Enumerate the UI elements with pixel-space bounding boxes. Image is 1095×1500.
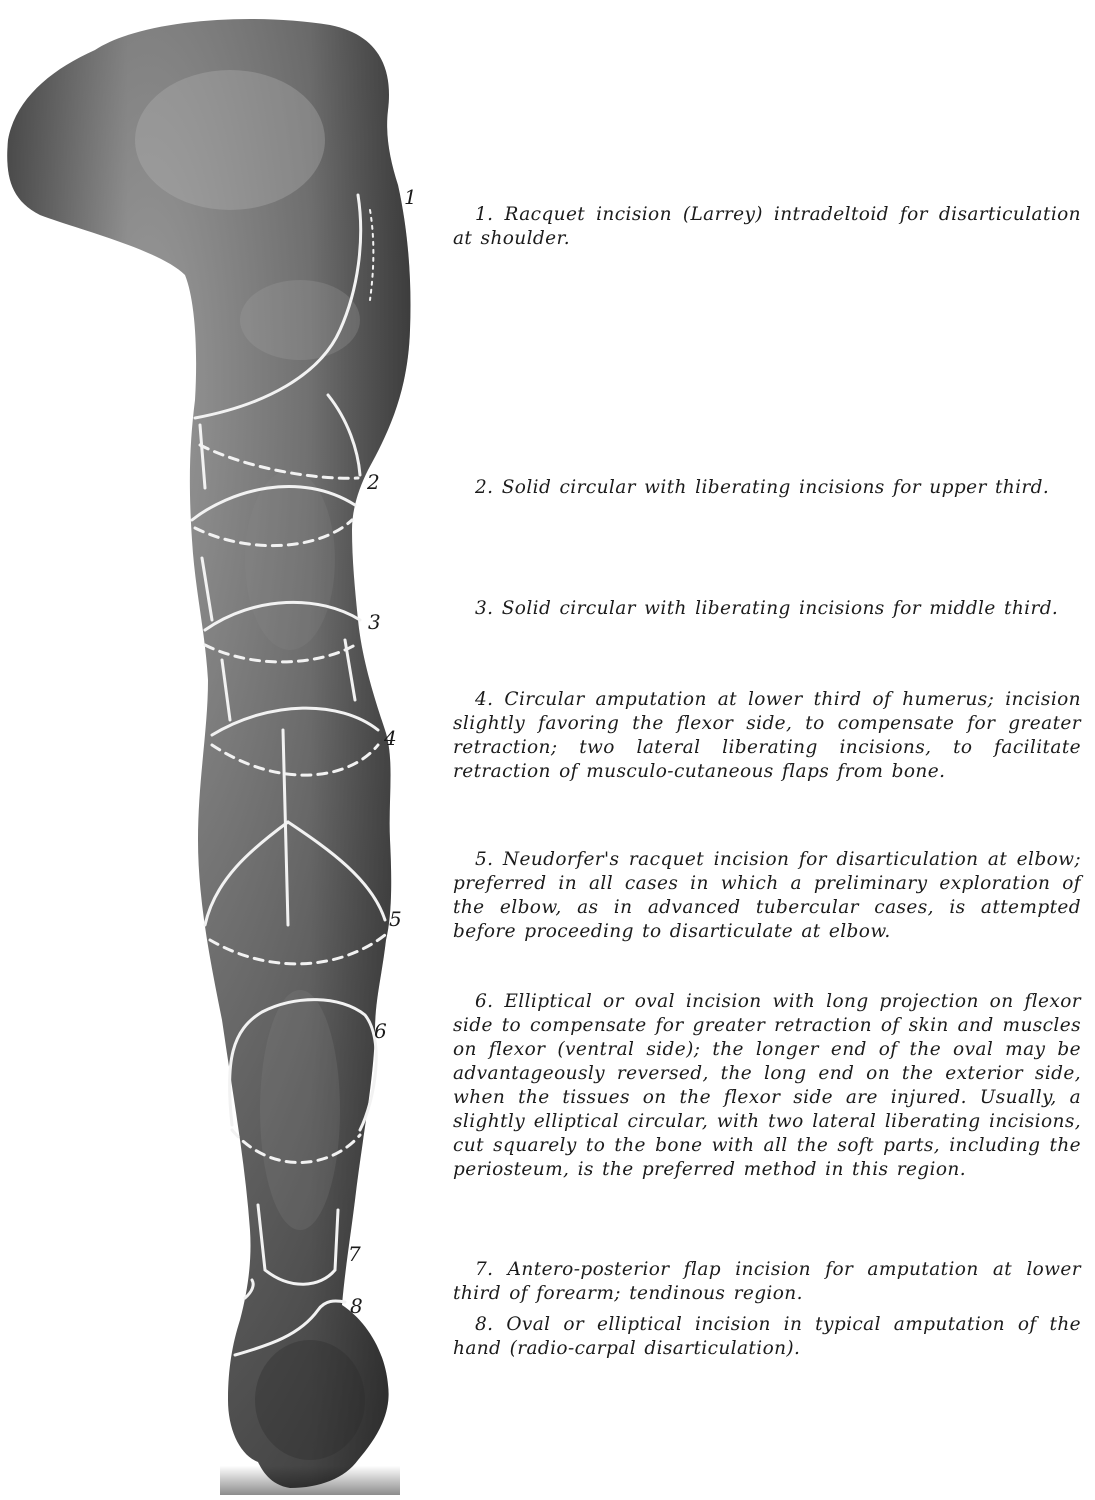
caption-1: 1. Racquet incision (Larrey) intradeltoid for disarticulation at shoulder. <box>453 204 1081 249</box>
marker-4: 4 <box>384 726 397 750</box>
marker-8: 8 <box>350 1294 363 1318</box>
marker-5: 5 <box>389 907 402 931</box>
caption-5: 5. Neudorfer's racquet incision for disarticulation at elbow; preferred in all cases in which a preliminary exploration of the elbow, as in advanced tubercular cases, is attempted before proceeding to disarticulate at elbow. <box>453 849 1081 942</box>
arm-silhouette <box>7 19 410 1495</box>
marker-6: 6 <box>374 1019 387 1043</box>
marker-7: 7 <box>348 1242 361 1266</box>
marker-3: 3 <box>368 610 381 634</box>
marker-1: 1 <box>404 185 417 209</box>
caption-8: 8. Oval or elliptical incision in typical amputation of the hand (radio-carpal disarticulation). <box>453 1314 1081 1359</box>
marker-2: 2 <box>367 470 380 494</box>
caption-7: 7. Antero-posterior flap incision for amputation at lower third of forearm; tendinous region. <box>453 1259 1081 1304</box>
caption-6: 6. Elliptical or oval incision with long projection on flexor side to compensate for greater retraction of skin and muscles on flexor (ventral side); the longer end of the oval may be advantageously reversed, the long end on the exterior side, when the tissues on the flexor side are injured. Usually, a slightly elliptical circular, with two lateral liberating incisions, cut squarely to the bone with all the soft parts, including the periosteum, is the preferred method in this region. <box>453 991 1081 1180</box>
caption-2: 2. Solid circular with liberating incisions for upper third. <box>475 477 1050 498</box>
caption-3: 3. Solid circular with liberating incisions for middle third. <box>475 598 1059 619</box>
caption-4: 4. Circular amputation at lower third of humerus; incision slightly favoring the flexor side, to compensate for greater retraction; two lateral liberating incisions, to facilitate retraction of musculo-cutaneous flaps from bone. <box>453 689 1081 782</box>
